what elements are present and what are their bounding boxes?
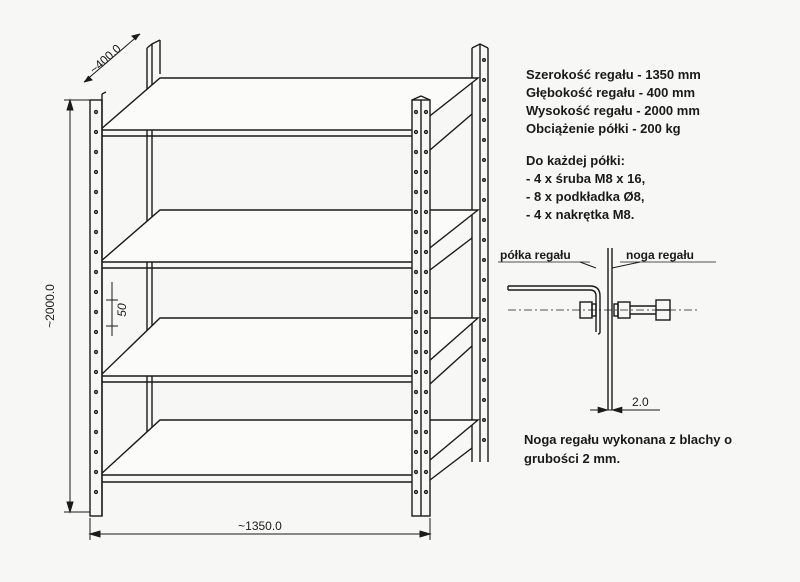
leg-label: noga regału [626, 248, 695, 262]
hardware-washers: - 8 x podkładka Ø8, [526, 189, 645, 204]
material-note [524, 430, 732, 468]
back-right-post [472, 44, 488, 462]
specification-block [526, 66, 701, 224]
connection-detail [498, 248, 716, 413]
thickness-dimension-text: 2.0 [632, 395, 649, 409]
shelf-label: półka regału [500, 248, 571, 262]
height-dimension-text: ~2000.0 [43, 284, 57, 328]
spec-depth: Głębokość regału - 400 mm [526, 85, 696, 100]
handwritten-spacing-text: 50 [115, 303, 129, 317]
width-dimension-text: ~1350.0 [238, 519, 282, 533]
back-right-post-holes [483, 59, 486, 442]
front-right-post [412, 96, 430, 516]
spacer [526, 138, 701, 152]
height-dimension-line [64, 100, 90, 512]
front-left-post [90, 92, 106, 516]
spec-width: Szerokość regału - 1350 mm [526, 67, 701, 82]
spec-load: Obciążenie półki - 200 kg [526, 121, 681, 136]
spec-height: Wysokość regału - 2000 mm [526, 103, 700, 118]
material-note-line-1: Noga regału wykonana z blachy o [524, 432, 733, 447]
hardware-title: Do każdej półki: [526, 153, 625, 168]
hardware-nuts: - 4 x nakrętka M8. [526, 207, 635, 222]
depth-dimension-text: ~400.0 [86, 41, 124, 77]
hardware-bolts: - 4 x śruba M8 x 16, [526, 171, 646, 186]
material-note-line-2: grubości 2 mm. [524, 451, 621, 466]
